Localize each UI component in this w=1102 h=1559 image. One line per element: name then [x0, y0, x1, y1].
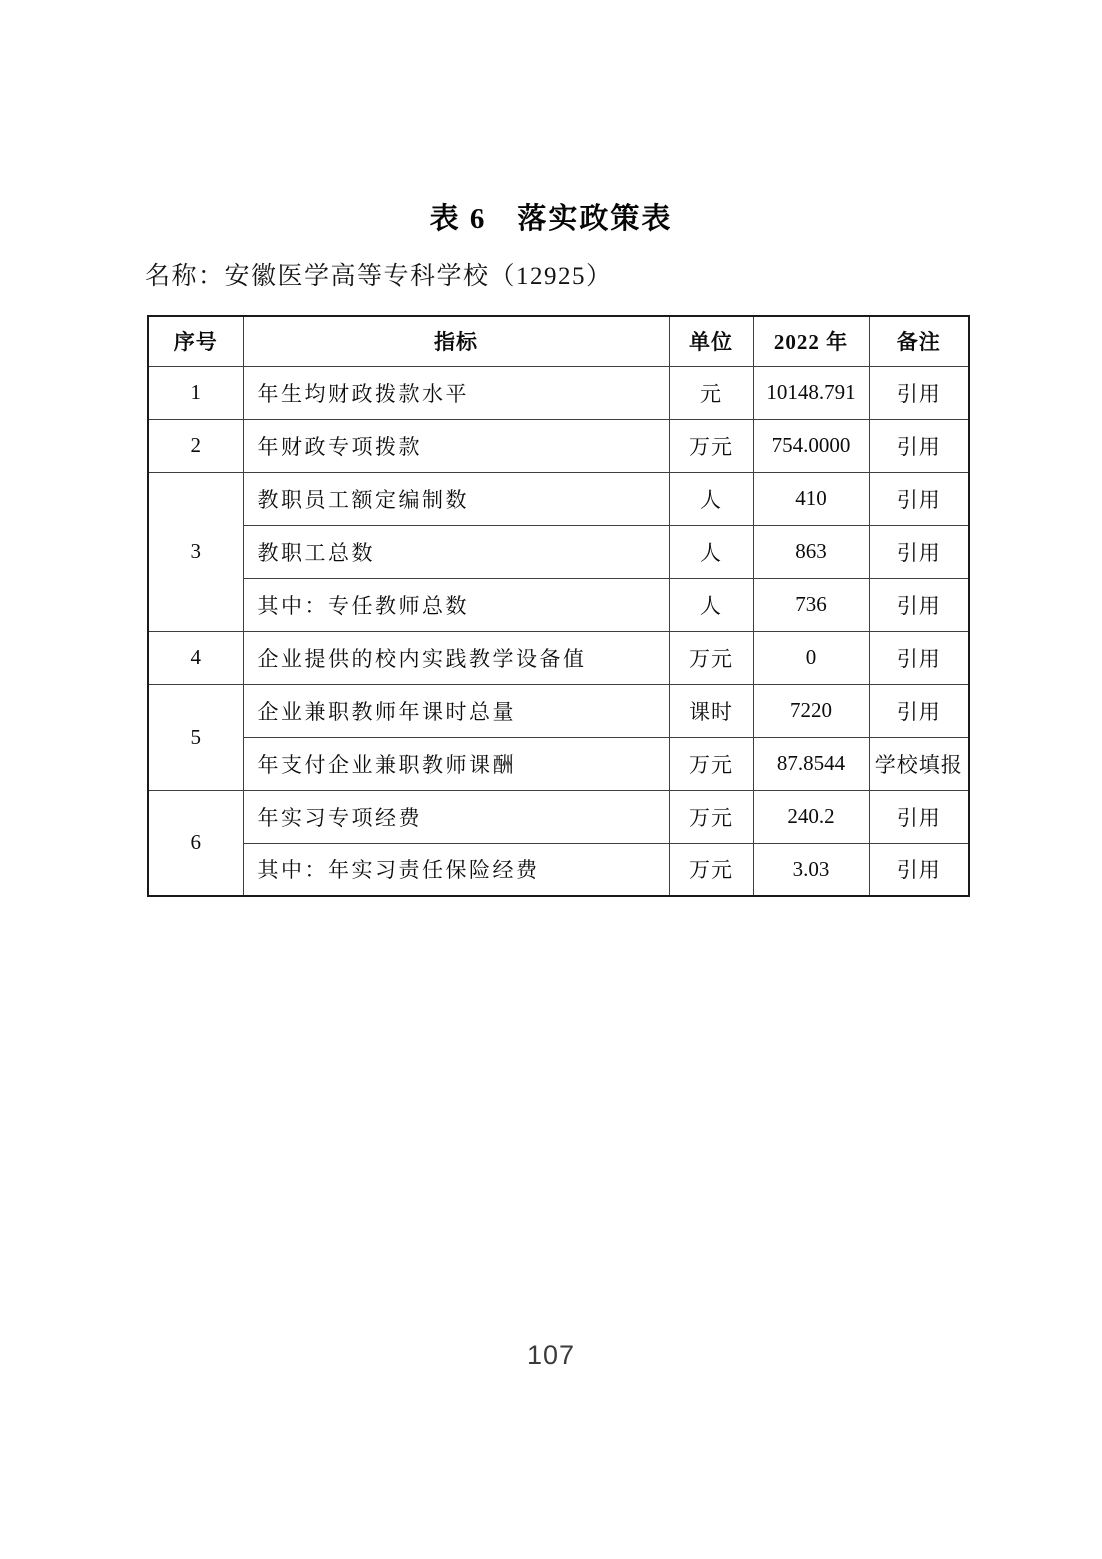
seq-cell: 1 — [148, 366, 243, 419]
table-row — [148, 419, 969, 472]
header-indicator: 指标 — [243, 316, 669, 366]
value-cell: 736 — [753, 578, 869, 631]
unit-cell: 人 — [669, 472, 753, 525]
indicator-cell: 教职员工额定编制数 — [243, 472, 669, 525]
indicator-cell: 企业提供的校内实践教学设备值 — [243, 631, 669, 684]
value-cell: 87.8544 — [753, 737, 869, 790]
header-seq: 序号 — [148, 316, 243, 366]
table-header-row — [148, 316, 969, 366]
note-cell: 引用 — [869, 419, 969, 472]
table-row — [148, 684, 969, 737]
header-unit: 单位 — [669, 316, 753, 366]
value-cell: 3.03 — [753, 843, 869, 896]
value-cell: 10148.791 — [753, 366, 869, 419]
seq-cell: 6 — [148, 790, 243, 896]
seq-cell: 5 — [148, 684, 243, 790]
value-cell: 754.0000 — [753, 419, 869, 472]
seq-cell: 2 — [148, 419, 243, 472]
note-cell: 学校填报 — [869, 737, 969, 790]
unit-cell: 万元 — [669, 419, 753, 472]
indicator-cell: 年支付企业兼职教师课酬 — [243, 737, 669, 790]
table-row — [148, 525, 969, 578]
unit-cell: 万元 — [669, 843, 753, 896]
seq-cell: 3 — [148, 472, 243, 631]
header-note: 备注 — [869, 316, 969, 366]
indicator-cell: 年生均财政拨款水平 — [243, 366, 669, 419]
table-row — [148, 366, 969, 419]
school-name-label: 名称：安徽医学高等专科学校（12925） — [145, 263, 613, 290]
note-cell: 引用 — [869, 578, 969, 631]
note-cell: 引用 — [869, 790, 969, 843]
note-cell: 引用 — [869, 525, 969, 578]
unit-cell: 人 — [669, 525, 753, 578]
indicator-cell: 其中：年实习责任保险经费 — [243, 843, 669, 896]
unit-cell: 万元 — [669, 737, 753, 790]
page-title: 表 6 落实政策表 — [429, 203, 673, 235]
indicator-cell: 教职工总数 — [243, 525, 669, 578]
note-cell: 引用 — [869, 472, 969, 525]
value-cell: 240.2 — [753, 790, 869, 843]
note-cell: 引用 — [869, 684, 969, 737]
table-row — [148, 472, 969, 525]
value-cell: 7220 — [753, 684, 869, 737]
value-cell: 410 — [753, 472, 869, 525]
indicator-cell: 年实习专项经费 — [243, 790, 669, 843]
table-row — [148, 790, 969, 843]
note-cell: 引用 — [869, 631, 969, 684]
note-cell: 引用 — [869, 366, 969, 419]
policy-table — [147, 315, 970, 897]
unit-cell: 人 — [669, 578, 753, 631]
seq-cell: 4 — [148, 631, 243, 684]
value-cell: 863 — [753, 525, 869, 578]
note-cell: 引用 — [869, 843, 969, 896]
unit-cell: 万元 — [669, 631, 753, 684]
header-year-2022: 2022 年 — [753, 316, 869, 366]
value-cell: 0 — [753, 631, 869, 684]
unit-cell: 万元 — [669, 790, 753, 843]
table-row — [148, 631, 969, 684]
unit-cell: 元 — [669, 366, 753, 419]
indicator-cell: 企业兼职教师年课时总量 — [243, 684, 669, 737]
page-number: 107 — [526, 1340, 576, 1370]
indicator-cell: 年财政专项拨款 — [243, 419, 669, 472]
table-row — [148, 578, 969, 631]
unit-cell: 课时 — [669, 684, 753, 737]
indicator-cell: 其中：专任教师总数 — [243, 578, 669, 631]
table-row — [148, 737, 969, 790]
table-row — [148, 843, 969, 896]
